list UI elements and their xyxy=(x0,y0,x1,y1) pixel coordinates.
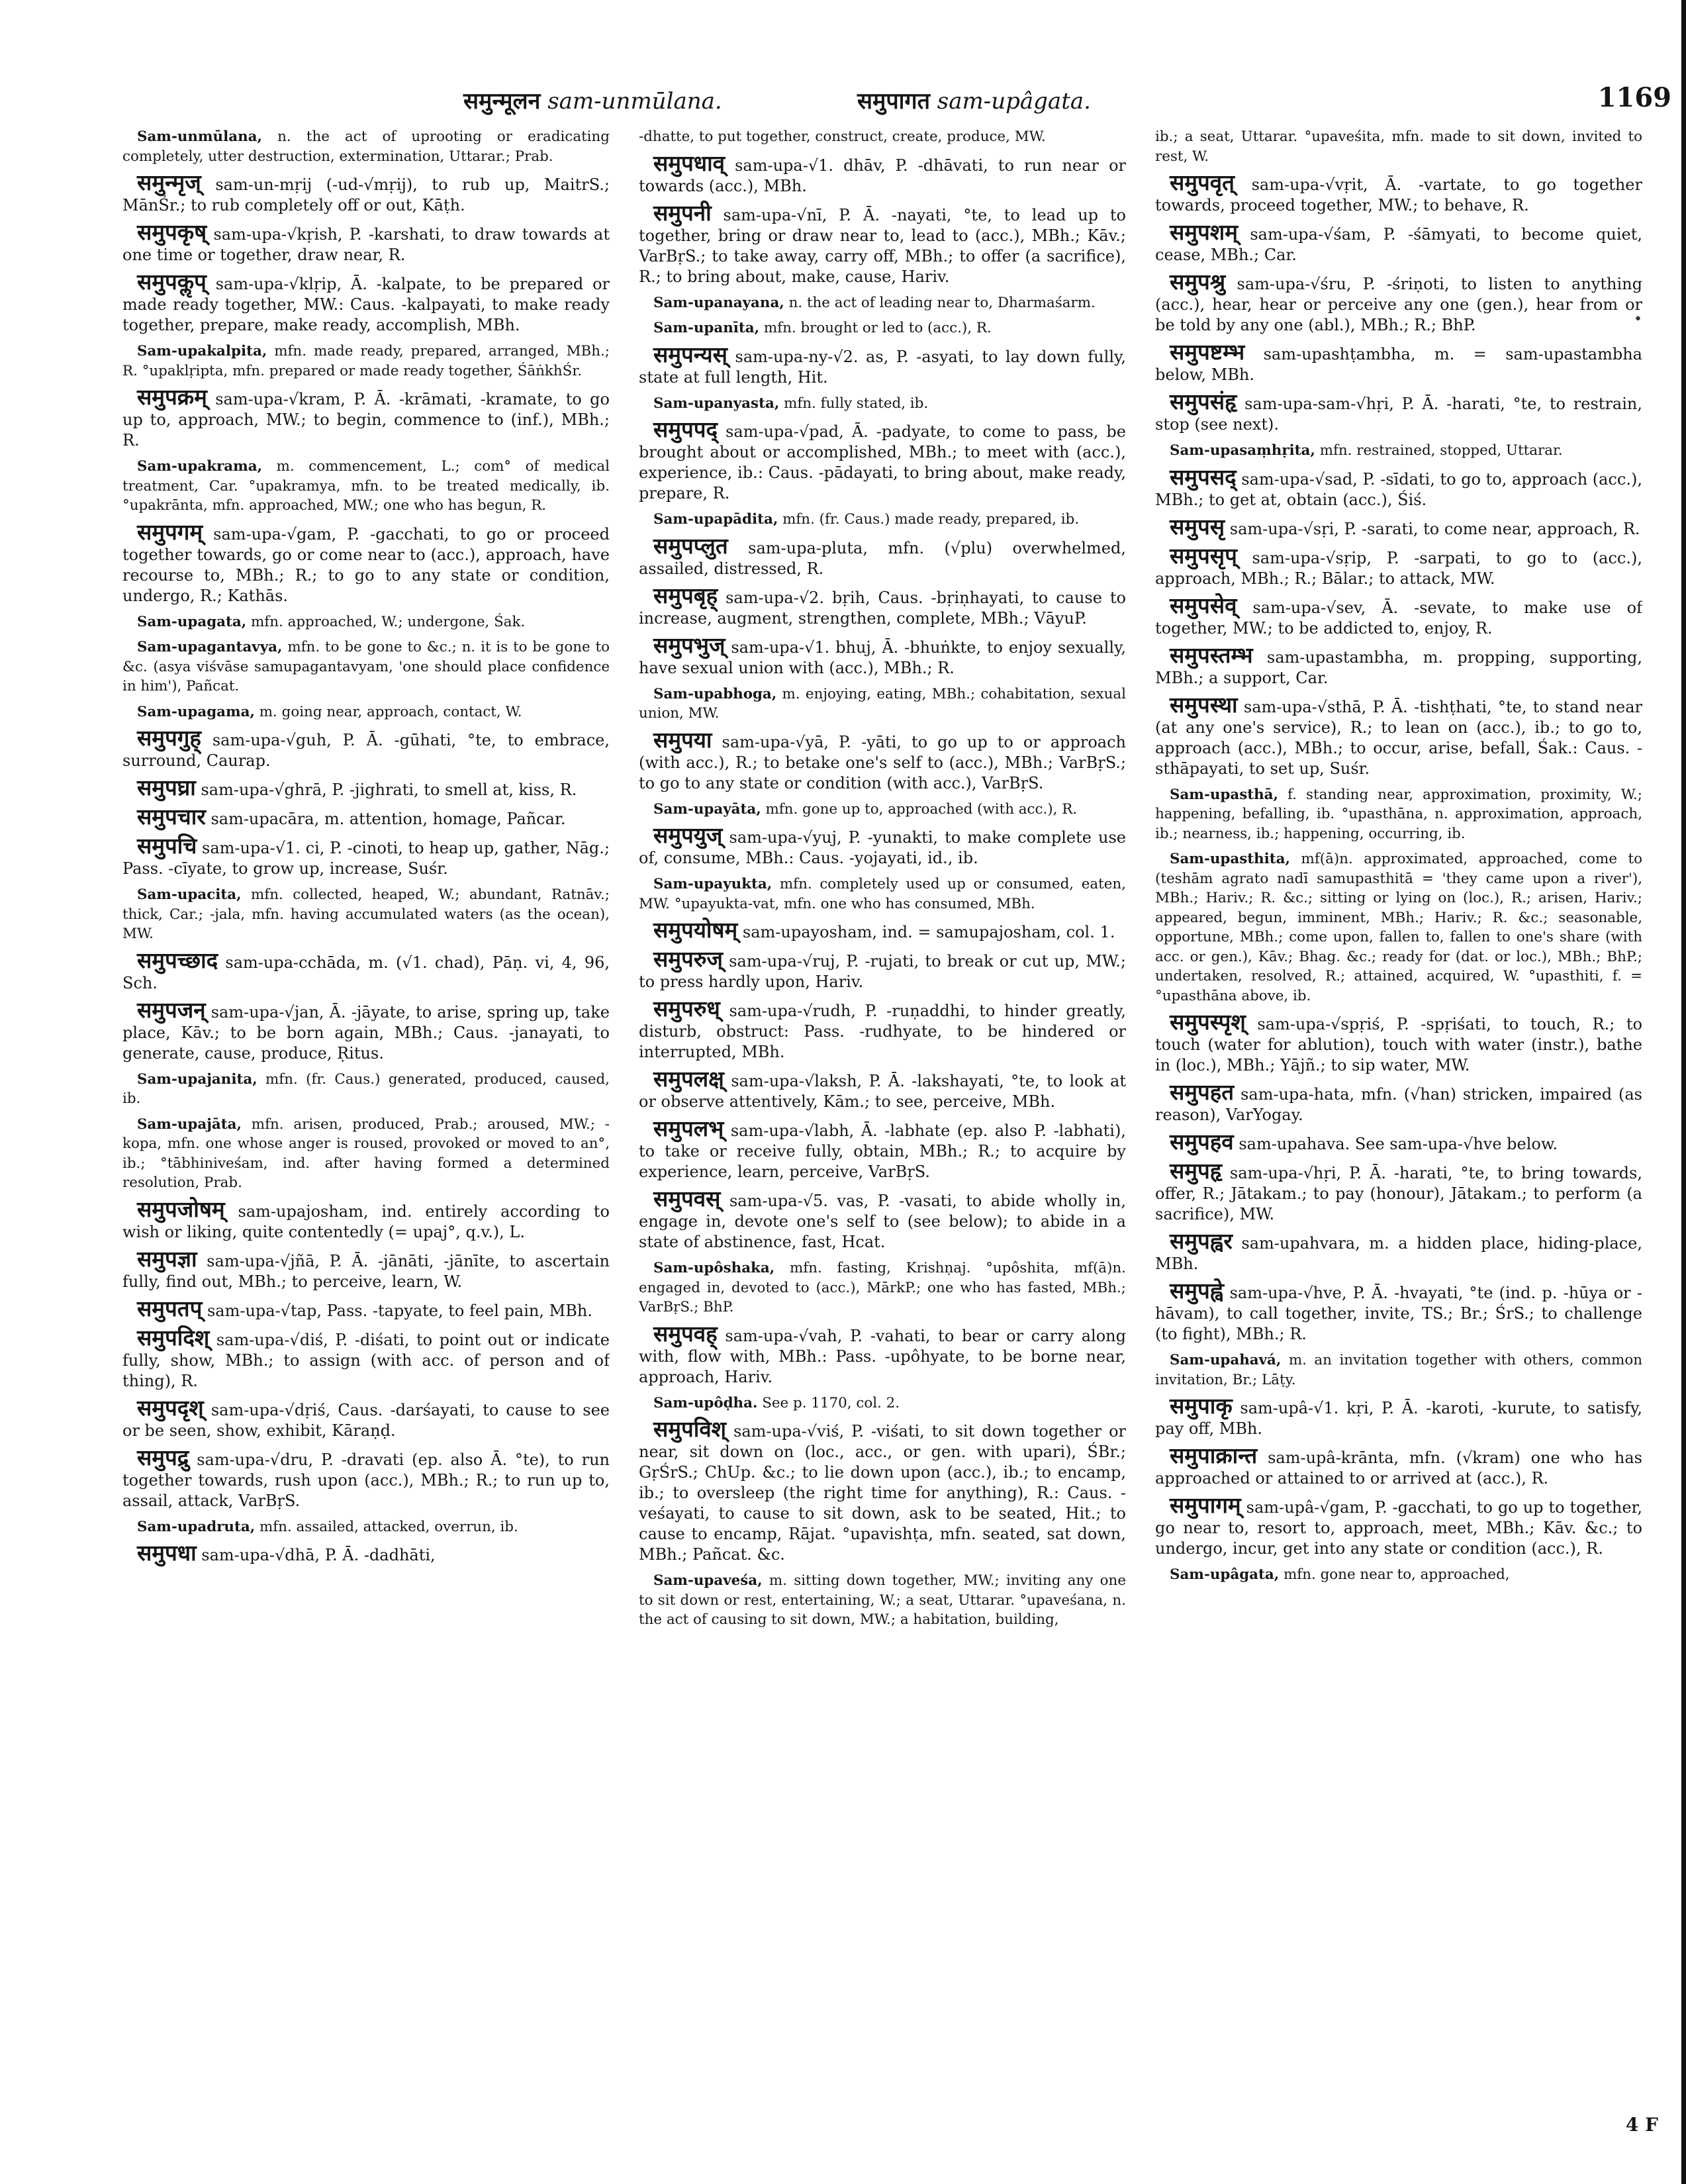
dictionary-entry xyxy=(1155,849,1642,1006)
entry-definition: sam-upa-√vah, P. -vahati, to bear or carry along with, flow with, MBh.: Pass. -upôhyate, to be borne near, approach, Hariv. xyxy=(639,1326,1126,1386)
entry-headword: समुपह्वर xyxy=(1170,1228,1233,1254)
dictionary-entry xyxy=(639,199,1126,287)
dictionary-entry xyxy=(1155,691,1642,779)
entry-headword: Sam-upagantavya, xyxy=(137,639,283,655)
entry-definition: sam-upa-√spṛiś, P. -spṛiśati, to touch, R.; to touch (water for ablution), touch with water (instr.), bathe in (loc.), MBh.; Yājñ.; to sip water, MW. xyxy=(1155,1015,1642,1074)
entry-headword: Sam-upâgata, xyxy=(1170,1566,1280,1583)
entry-headword: Sam-upakalpita, xyxy=(137,343,267,359)
entry-headword: समुपलभ् xyxy=(653,1116,724,1141)
right-running-headword xyxy=(857,85,1091,115)
column-3 xyxy=(1155,127,1642,2113)
entry-headword: Sam-upôḍha. xyxy=(653,1394,758,1411)
dictionary-entry xyxy=(639,1394,1126,1413)
dictionary-entry xyxy=(639,341,1126,388)
entry-definition: sam-upa-√vṛit, Ā. -vartate, to go together towards, proceed together, MW.; to behave, R. xyxy=(1155,175,1642,214)
dictionary-entry xyxy=(639,318,1126,338)
entry-headword: समुपजन् xyxy=(137,996,206,1023)
entry-definition: sam-upa-√kṛish, P. -karshati, to draw towards at one time or together, draw near, R. xyxy=(122,225,610,264)
dictionary-entry xyxy=(639,632,1126,679)
dictionary-entry xyxy=(639,532,1126,579)
dictionary-entry xyxy=(639,1571,1126,1630)
entry-definition: sam-upacāra, m. attention, homage, Pañcar. xyxy=(211,810,566,828)
entry-headword: समुपयोषम् xyxy=(653,917,738,943)
dictionary-entry xyxy=(1155,513,1642,540)
dictionary-entry xyxy=(122,996,610,1064)
entry-headword: समुपया xyxy=(653,726,712,753)
entry-headword: Sam-upagata, xyxy=(137,613,247,630)
entry-headword: समुपचि xyxy=(137,833,197,859)
dictionary-entry xyxy=(1155,1079,1642,1125)
entry-headword: Sam-upanayana, xyxy=(653,294,784,311)
entry-headword: Sam-upaveśa, xyxy=(653,1572,763,1589)
entry-definition: sam-upa-√5. vas, P. -vasati, to abide wholly in, engage in, devote one's self to (see below); to abide in a state of abstinence, fast, Hcat. xyxy=(639,1192,1126,1251)
entry-headword: Sam-upasthā, xyxy=(1170,786,1278,803)
entry-definition: ib.; a seat, Uttarar. °upaveśita, mfn. made to sit down, invited to rest, W. xyxy=(1155,128,1642,165)
entry-headword: समुपवह् xyxy=(653,1320,718,1347)
dictionary-entry xyxy=(122,612,610,632)
entry-headword: समुपभुज् xyxy=(653,632,726,658)
entry-headword: Sam-upakrama, xyxy=(137,458,263,475)
entry-definition: sam-upa-hata, mfn. (√han) stricken, impaired (as reason), VarYogay. xyxy=(1155,1085,1642,1124)
entry-definition: sam-upa-√rudh, P. -ruṇaddhi, to hinder greatly, disturb, obstruct: Pass. -rudhyate, to be hindered or interrupted, MBh. xyxy=(639,1002,1126,1061)
dictionary-entry xyxy=(639,150,1126,197)
dictionary-entry xyxy=(639,1258,1126,1317)
entry-headword: समुपदृश् xyxy=(137,1394,204,1421)
entry-definition: sam-upa-√diś, P. -diśati, to point out or indicate fully, show, MBh.; to assign (with acc. of person and of thing), R. xyxy=(122,1330,610,1390)
entry-definition: mfn. collected, heaped, W.; abundant, Ratnāv.; thick, Car.; -jala, mfn. having accumulated waters (as the ocean), MW. xyxy=(122,886,610,942)
entry-definition: mfn. completely used up or consumed, eaten, MW. °upayukta-vat, mfn. one who has consumed, MBh. xyxy=(639,876,1126,912)
entry-headword: Sam-upasthita, xyxy=(1170,851,1290,867)
dictionary-page xyxy=(122,82,1671,2157)
entry-headword: समुपह्वे xyxy=(1170,1278,1224,1304)
entry-headword: Sam-upabhoga, xyxy=(653,685,777,702)
entry-definition: sam-upastambha, m. propping, supporting, MBh.; a support, Car. xyxy=(1155,647,1642,687)
entry-headword: समुपहत xyxy=(1170,1079,1235,1105)
entry-headword: समुपजोषम् xyxy=(137,1196,225,1222)
entry-definition: sam-upâ-√gam, P. -gacchati, to go up to together, go near to, resort to, approach, meet, MBh.; Kāv. &c.; to undergo, incur, get into any state or condition (acc.), R. xyxy=(1155,1498,1642,1558)
entry-headword: Sam-upajanita, xyxy=(137,1070,258,1088)
dictionary-entry xyxy=(1155,1565,1642,1585)
entry-definition: sam-upa-√dhā, P. Ā. -dadhāti, xyxy=(201,1546,436,1564)
entry-definition: sam-upayosham, ind. = samupajosham, col. 1. xyxy=(742,923,1115,941)
entry-headword: समुपद्रु xyxy=(137,1444,189,1470)
dictionary-entry xyxy=(1155,441,1642,461)
entry-headword: समुपनी xyxy=(653,199,712,226)
entry-headword: समुपविश् xyxy=(653,1416,727,1442)
entry-definition: mfn. gone near to, approached, xyxy=(1284,1566,1510,1583)
dictionary-entry xyxy=(1155,785,1642,844)
dictionary-entry xyxy=(122,835,610,879)
dictionary-entry xyxy=(1155,127,1642,166)
entry-headword: Sam-upanīta, xyxy=(653,320,760,336)
entry-definition: sam-upa-√sad, P. -sīdati, to go to, approach (acc.), MBh.; to get at, obtain (acc.), Śiś. xyxy=(1155,469,1642,509)
dictionary-entry xyxy=(122,518,610,606)
entry-definition: mfn. assailed, attacked, overrun, ib. xyxy=(259,1518,518,1535)
entry-definition: m. commencement, L.; com° of medical treatment, Car. °upakramya, mfn. to be treated medically, ib. °upakrānta, mfn. approached, MW.; one who has begun, R. xyxy=(122,458,610,514)
entry-definition: sam-upa-√jan, Ā. -jāyate, to arise, spring up, take place, Kāv.; to be born again, MBh.; Caus. -janayati, to generate, cause, produce, Ṛitus. xyxy=(122,1002,610,1063)
entry-definition: n. the act of uprooting or eradicating completely, utter destruction, extermination, Uttarar.; Prab. xyxy=(122,128,610,165)
entry-definition: sam-upa-√hve, P. Ā. -hvayati, °te (ind. p. -hūya or -hāvam), to call together, invite, TS.; Br.; ŚrS.; to challenge (to fight), MBh.; R. xyxy=(1155,1284,1642,1343)
entry-definition: sam-upa-√1. ci, P. -cinoti, to heap up, gather, Nāg.; Pass. -cīyate, to grow up, increase, Suśr. xyxy=(122,839,610,878)
dictionary-entry xyxy=(122,1540,610,1566)
entry-definition: mf(ā)n. approximated, approached, come to (teshām agrato nadī samupasthitā = 'they came upon a river'), MBh.; Hariv.; R. &c.; sitting or lying on (loc.), R.; arisen, Hariv.; appeared, begun, imminent, MBh.; Hariv.; R. &c.; seasonable, opportune, MBh.; come upon, fallen to, fallen to one's share (with acc. or gen.), Kāv.; Bhag. &c.; ready for (dat. or loc.), MBh.; BhP.; undertaken, resolved, R.; attained, acquired, W. °upasthiti, f. = °upasthāna above, ib. xyxy=(1155,851,1642,1004)
entry-headword: समुपतप् xyxy=(137,1295,203,1321)
entry-definition: sam-upashṭambha, m. = sam-upastambha below, MBh. xyxy=(1155,345,1642,384)
dictionary-entry xyxy=(1155,1351,1642,1390)
entry-headword: समुपाकृ xyxy=(1170,1393,1233,1419)
dictionary-entry xyxy=(639,1188,1126,1253)
dictionary-entry xyxy=(122,457,610,516)
entry-definition: sam-upa-√yuj, P. -yunakti, to make complete use of, consume, MBh.: Caus. -yojayati, id., ib. xyxy=(639,828,1126,867)
dictionary-entry xyxy=(122,1517,610,1537)
entry-definition: sam-upa-√yā, P. -yāti, to go up to or approach (with acc.), R.; to betake one's self to (acc.), MBh.; VarBṛS.; to go to any state or condition (with acc.), VarBṛS. xyxy=(639,732,1126,792)
entry-headword: समुपप्लुत xyxy=(653,532,728,559)
entry-headword: समुपसृ xyxy=(1170,513,1225,540)
dictionary-entry xyxy=(639,127,1126,147)
entry-headword: समुपगम् xyxy=(137,518,203,545)
entry-definition: mfn. fasting, Krishṇaj. °upôshita, mf(ā)n. engaged in, devoted to (acc.), MārkP.; one who has fasted, MBh.; VarBṛS.; BhP. xyxy=(639,1260,1126,1315)
entry-definition: sam-upa-√tap, Pass. -tapyate, to feel pain, MBh. xyxy=(207,1301,592,1320)
dictionary-entry xyxy=(639,822,1126,869)
entry-headword: समुन्मृज् xyxy=(137,169,201,195)
entry-headword: समुपशम् xyxy=(1170,219,1238,245)
entry-definition: sam-upa-√śam, P. -śāmyati, to become quiet, cease, MBh.; Car. xyxy=(1155,225,1642,264)
dictionary-entry xyxy=(639,685,1126,724)
entry-definition: sam-upa-√1. dhāv, P. -dhāvati, to run near or towards (acc.), MBh. xyxy=(639,156,1126,195)
entry-headword: समुपकृष् xyxy=(137,219,207,245)
dictionary-entry xyxy=(122,1115,610,1193)
column-2 xyxy=(639,127,1126,2113)
entry-definition: sam-upa-√sthā, P. Ā. -tishṭhati, °te, to stand near (at any one's service), R.; to lean on (acc.), ib.; to go to, approach (acc.), MBh.; to occur, arise, befall, Śak.: Caus. -sthāpayati, to set up, Suśr. xyxy=(1155,697,1642,778)
dictionary-entry xyxy=(1155,463,1642,510)
entry-headword: समुपश्रु xyxy=(1170,269,1226,295)
entry-definition: sam-upa-√1. bhuj, Ā. -bhuṅkte, to enjoy sexually, have sexual union with (acc.), MBh.; R. xyxy=(639,638,1126,677)
dictionary-entry xyxy=(122,1245,610,1292)
entry-headword: समुपसंहृ xyxy=(1170,389,1237,414)
signature-mark: 4 F xyxy=(1625,2114,1658,2136)
entry-headword: समुपचार xyxy=(137,804,206,830)
dictionary-entry xyxy=(639,917,1126,943)
entry-definition: m. enjoying, eating, MBh.; cohabitation, sexual union, MW. xyxy=(639,685,1126,722)
dictionary-entry xyxy=(639,394,1126,414)
entry-headword: समुपसेव् xyxy=(1170,592,1237,618)
dictionary-entry xyxy=(1155,641,1642,688)
dictionary-entry xyxy=(1155,1009,1642,1076)
dictionary-entry xyxy=(639,726,1126,794)
entry-definition: sam-upa-√viś, P. -viśati, to sit down together or near, sit down on (loc., acc., or gen. with upari), ŚBr.; GṛŚrS.; ChUp. &c.; to lie down upon (acc.), ib.; to encamp, ib.; to oversleep (the right time for anything), R.: Caus. -veśayati, to cause to sit down, ask to be seated, Hit.; to cause to encamp, Rājat. °upavishṭa, mfn. seated, sat down, MBh.; Pañcat. &c. xyxy=(639,1422,1126,1564)
entry-headword: समुपवस् xyxy=(653,1186,721,1211)
dictionary-entry xyxy=(1155,169,1642,216)
entry-definition: sam-upa-sam-√hṛi, P. Ā. -harati, °te, to restrain, stop (see next). xyxy=(1155,395,1642,434)
entry-definition: See p. 1170, col. 2. xyxy=(762,1394,900,1411)
entry-definition: mfn. gone up to, approached (with acc.), R. xyxy=(765,800,1078,818)
entry-definition: sam-upa-√2. bṛih, Caus. -bṛiṇhayati, to cause to increase, augment, strengthen, complete, MBh.; VāyuP. xyxy=(639,588,1126,628)
entry-headword: Sam-upôshaka, xyxy=(653,1260,775,1276)
right-headword-devanagari: समुपागत xyxy=(857,88,930,115)
entry-headword: समुपागम् xyxy=(1170,1492,1241,1518)
dictionary-entry xyxy=(1155,339,1642,385)
entry-definition: sam-upa-√nī, P. Ā. -nayati, °te, to lead up to together, bring or draw near to, lead to (acc.), MBh.; Kāv.; VarBṛS.; to take away, carry off, MBh.; to offer (a sacrifice), R.; to bring about, make, cause, Hariv. xyxy=(639,205,1126,286)
dictionary-entry xyxy=(639,416,1126,504)
entry-definition: sam-upa-√kram, P. Ā. -krāmati, -kramate, to go up to, approach, MW.; to begin, commence to (inf.), MBh.; R. xyxy=(122,390,610,450)
dictionary-entry xyxy=(639,875,1126,914)
entry-headword: समुपरुज् xyxy=(653,946,724,972)
entry-headword: Sam-upanyasta, xyxy=(653,395,780,412)
dictionary-entry xyxy=(122,702,610,722)
entry-headword: समुपसृप् xyxy=(1170,542,1237,569)
entry-definition: sam-upa-√dṛiś, Caus. -darśayati, to cause to see or be seen, show, exhibit, Kāraṇḍ. xyxy=(122,1400,610,1440)
entry-definition: sam-upa-√hṛi, P. Ā. -harati, °te, to bring towards, offer, R.; Jātakam.; to pay (honour), Jātakam.; to perform (a sacrifice), MW. xyxy=(1155,1164,1642,1223)
entry-definition: sam-upa-√ghrā, P. -jighrati, to smell at, kiss, R. xyxy=(201,781,577,799)
scan-edge-bar xyxy=(1681,0,1686,2184)
dictionary-entry xyxy=(1155,592,1642,639)
entry-definition: sam-upâ-√1. kṛi, P. Ā. -karoti, -kurute, to satisfy, pay off, MBh. xyxy=(1155,1399,1642,1438)
entry-headword: समुपदिश् xyxy=(137,1324,210,1351)
entry-headword: Sam-unmūlana, xyxy=(137,128,262,145)
entry-definition: sam-upa-√ruj, P. -rujati, to break or cut up, MW.; to press hardly upon, Hariv. xyxy=(639,952,1126,991)
entry-headword: समुपज्ञा xyxy=(137,1245,197,1272)
entry-definition: m. an invitation together with others, common invitation, Br.; Lāṭy. xyxy=(1155,1352,1642,1388)
entry-definition: mfn. (fr. Caus.) made ready, prepared, ib. xyxy=(782,511,1080,528)
entry-headword: समुपस्पृश् xyxy=(1170,1009,1246,1035)
dictionary-entry xyxy=(639,293,1126,313)
entry-headword: समुपयुज् xyxy=(653,822,723,848)
dictionary-entry xyxy=(1155,1228,1642,1274)
entry-headword: समुपघ्रा xyxy=(137,775,196,800)
entry-headword: Sam-upapādita, xyxy=(653,511,778,528)
entry-headword: Sam-upayukta, xyxy=(653,876,773,892)
entry-definition: sam-upahava. See sam-upa-√hve below. xyxy=(1239,1135,1558,1153)
entry-headword: Sam-upahavá, xyxy=(1170,1352,1282,1368)
entry-definition: mfn. restrained, stopped, Uttarar. xyxy=(1319,442,1563,459)
left-running-headword xyxy=(463,85,722,115)
dictionary-entry xyxy=(639,1416,1126,1565)
entry-definition: sam-upa-√labh, Ā. -labhate (ep. also P. -labhati), to take or receive fully, obtain, MBh.; R.; to acquire by experience, learn, perceive, VarBṛS. xyxy=(639,1121,1126,1181)
entry-definition: sam-upa-√jñā, P. Ā. -jānāti, -jānīte, to ascertain fully, find out, MBh.; to perceive, learn, W. xyxy=(122,1251,610,1291)
dictionary-entry xyxy=(122,169,610,216)
entry-definition: m. going near, approach, contact, W. xyxy=(259,703,522,720)
entry-definition: sam-upa-√dru, P. -dravati (ep. also Ā. °te), to run together towards, rush upon (acc.), MBh.; R.; to run up to, assail, attack, VarBṛS. xyxy=(122,1450,610,1510)
entry-definition: sam-upa-cchāda, m. (√1. chad), Pāṇ. vi, 4, 96, Sch. xyxy=(122,953,610,992)
entry-definition: sam-upa-√gam, P. -gacchati, to go or proceed together towards, go or come near to (acc.), approach, have recourse to, MBh.; R.; to go to any state or condition, undergo, R.; Kathās. xyxy=(122,524,610,605)
entry-definition: mfn. approached, W.; undergone, Śak. xyxy=(251,613,526,630)
dictionary-entry xyxy=(639,510,1126,530)
entry-headword: समुपक्रम् xyxy=(137,384,207,410)
dictionary-entry xyxy=(639,800,1126,820)
dictionary-entry xyxy=(639,946,1126,992)
entry-definition: sam-upâ-krānta, mfn. (√kram) one who has approached or attained to or arrived at (acc.), R. xyxy=(1155,1448,1642,1488)
entry-headword: समुपबृह् xyxy=(653,582,718,608)
dictionary-entry xyxy=(122,1070,610,1109)
dictionary-entry xyxy=(1155,542,1642,589)
dictionary-entry xyxy=(639,582,1126,629)
entry-definition: sam-upa-pluta, mfn. (√plu) overwhelmed, assailed, distressed, R. xyxy=(639,538,1126,578)
entry-headword: समुपधा xyxy=(137,1540,197,1566)
entry-headword: समुपाक्रान्त xyxy=(1170,1443,1258,1468)
entry-headword: समुपकॢप् xyxy=(137,269,207,295)
dictionary-entry xyxy=(1155,219,1642,265)
entry-definition: sam-upa-√sṛip, P. -sarpati, to go to (acc.), approach, MBh.; R.; Bālar.; to attack, MW. xyxy=(1155,548,1642,588)
entry-definition: sam-upa-√sṛi, P. -sarati, to come near, approach, R. xyxy=(1229,519,1640,538)
dictionary-entry xyxy=(122,1196,610,1243)
column-1 xyxy=(122,127,610,2113)
dictionary-entry xyxy=(122,1295,610,1321)
dictionary-entry xyxy=(122,1324,610,1392)
dictionary-entry xyxy=(1155,1393,1642,1439)
dictionary-entry xyxy=(122,638,610,696)
dictionary-entry xyxy=(122,1394,610,1441)
dictionary-entry xyxy=(122,219,610,265)
dictionary-entry xyxy=(639,1320,1126,1388)
entry-headword: समुपहृ xyxy=(1170,1158,1222,1184)
entry-headword: समुपसद् xyxy=(1170,463,1237,490)
entry-headword: समुपधाव् xyxy=(653,150,725,176)
entry-headword: समुपपद् xyxy=(653,416,718,442)
entry-headword: समुपवृत् xyxy=(1170,169,1235,195)
entry-definition: mfn. brought or led to (acc.), R. xyxy=(763,320,992,336)
entry-definition: -dhatte, to put together, construct, create, produce, MW. xyxy=(639,128,1046,145)
entry-definition: f. standing near, approximation, proximity, W.; happening, befalling, ib. °upasthāna, n. approximation, approach, ib.; nearness, ib.; happening, occurring, ib. xyxy=(1155,786,1642,842)
entry-definition: sam-upa-√guh, P. Ā. -gūhati, °te, to embrace, surround, Caurap. xyxy=(122,731,610,770)
entry-definition: sam-upahvara, m. a hidden place, hiding-place, MBh. xyxy=(1155,1234,1642,1273)
dictionary-entry xyxy=(122,127,610,166)
entry-headword: Sam-upajāta, xyxy=(137,1116,242,1133)
entry-definition: sam-upa-√pad, Ā. -padyate, to come to pass, be brought about or accomplished, MBh.; to meet with (acc.), experience, ib.: Caus. -pādayati, to bring about, make ready, prepare, R. xyxy=(639,422,1126,502)
entry-definition: sam-upa-ny-√2. as, P. -asyati, to lay down fully, state at full length, Hit. xyxy=(639,347,1126,387)
dictionary-entry xyxy=(639,1068,1126,1112)
entry-headword: समुपस्था xyxy=(1170,691,1238,718)
entry-definition: sam-upa-√śru, P. -śriṇoti, to listen to anything (acc.), hear, hear or perceive any one (gen.), hear from or be told by any one (abl.), MBh.; R.; BhP. xyxy=(1155,275,1642,334)
dictionary-entry xyxy=(1155,1280,1642,1345)
dictionary-entry xyxy=(122,725,610,771)
dictionary-entry xyxy=(122,342,610,381)
entry-headword: समुपष्टम्भ xyxy=(1170,339,1245,365)
entry-definition: sam-un-mṛij (-ud-√mṛij), to rub up, MaitrS.; MānŚr.; to rub completely off or out, Kāṭh. xyxy=(122,175,610,214)
entry-definition: sam-upajosham, ind. entirely according to wish or liking, quite contentedly (= upaj°, q.v.), L. xyxy=(122,1202,610,1241)
entry-headword: समुपलक्ष् xyxy=(653,1066,724,1092)
entry-headword: Sam-upayāta, xyxy=(653,800,761,818)
entry-headword: समुपहव xyxy=(1170,1129,1234,1155)
left-headword-roman: sam-unmūlana. xyxy=(547,88,722,115)
entry-definition: mfn. made ready, prepared, arranged, MBh.; R. °upaklṛipta, mfn. prepared or made ready together, ŚāṅkhŚr. xyxy=(122,343,610,379)
entry-definition: n. the act of leading near to, Dharmaśarm. xyxy=(788,294,1096,311)
dictionary-entry xyxy=(1155,1445,1642,1489)
dictionary-entry xyxy=(122,777,610,800)
entry-headword: Sam-upagama, xyxy=(137,703,255,720)
entry-headword: समुपस्तम्भ xyxy=(1170,641,1253,668)
entry-definition: mfn. (fr. Caus.) generated, produced, caused, ib. xyxy=(122,1070,610,1107)
dictionary-entry xyxy=(1155,1131,1642,1155)
entry-headword: Sam-upasaṃhṛita, xyxy=(1170,442,1315,459)
entry-columns xyxy=(122,127,1671,2113)
entry-headword: Sam-upacita, xyxy=(137,886,242,903)
entry-headword: समुपरुध् xyxy=(653,996,720,1021)
entry-definition: sam-upa-√laksh, P. Ā. -lakshayati, °te, to look at or observe attentively, Kām.; to see, perceive, MBh. xyxy=(639,1072,1126,1111)
dictionary-entry xyxy=(1155,1158,1642,1225)
dictionary-entry xyxy=(122,384,610,451)
entry-definition: mfn. to be gone to &c.; n. it is to be gone to &c. (asya viśvāse samupagantavyam, 'one should place confidence in him'), Pañcat. xyxy=(122,639,610,694)
dictionary-entry xyxy=(639,998,1126,1063)
entry-headword: समुपन्यस् xyxy=(653,341,727,367)
entry-headword: समुपगुह् xyxy=(137,725,201,751)
entry-headword: Sam-upadruta, xyxy=(137,1518,256,1535)
left-headword-devanagari: समुन्मूलन xyxy=(463,88,541,115)
dictionary-entry xyxy=(639,1118,1126,1182)
entry-definition: mfn. fully stated, ib. xyxy=(784,395,929,412)
dictionary-entry xyxy=(122,885,610,944)
entry-headword: समुपच्छाद xyxy=(137,947,218,973)
dictionary-entry xyxy=(122,806,610,830)
entry-definition: m. sitting down together, MW.; inviting any one to sit down or rest, entertaining, W.; a seat, Uttarar. °upaveśana, n. the act of causing to sit down, MW.; a habitation, building, xyxy=(639,1572,1126,1628)
running-header xyxy=(122,82,1671,126)
dictionary-entry xyxy=(1155,1492,1642,1559)
dictionary-entry xyxy=(122,947,610,994)
right-headword-roman: sam-upâgata. xyxy=(937,88,1091,115)
dictionary-entry xyxy=(122,1444,610,1511)
entry-definition: mfn. arisen, produced, Prab.; aroused, MW.; -kopa, mfn. one whose anger is roused, provoked or moved to an°, ib.; °tābhiniveśam, ind. after having formed a determined resolution, Prab. xyxy=(122,1116,610,1191)
dictionary-entry xyxy=(1155,391,1642,435)
entry-definition: sam-upa-√klṛip, Ā. -kalpate, to be prepared or made ready together, MW.: Caus. -kalpayati, to make ready together, prepare, make ready, accomplish, MBh. xyxy=(122,275,610,334)
entry-definition: sam-upa-√sev, Ā. -sevate, to make use of together, MW.; to be addicted to, enjoy, R. xyxy=(1155,598,1642,638)
dictionary-entry xyxy=(1155,271,1642,336)
stray-mark: • xyxy=(1634,311,1642,328)
dictionary-entry xyxy=(122,271,610,336)
page-number: 1169 xyxy=(1597,82,1671,113)
